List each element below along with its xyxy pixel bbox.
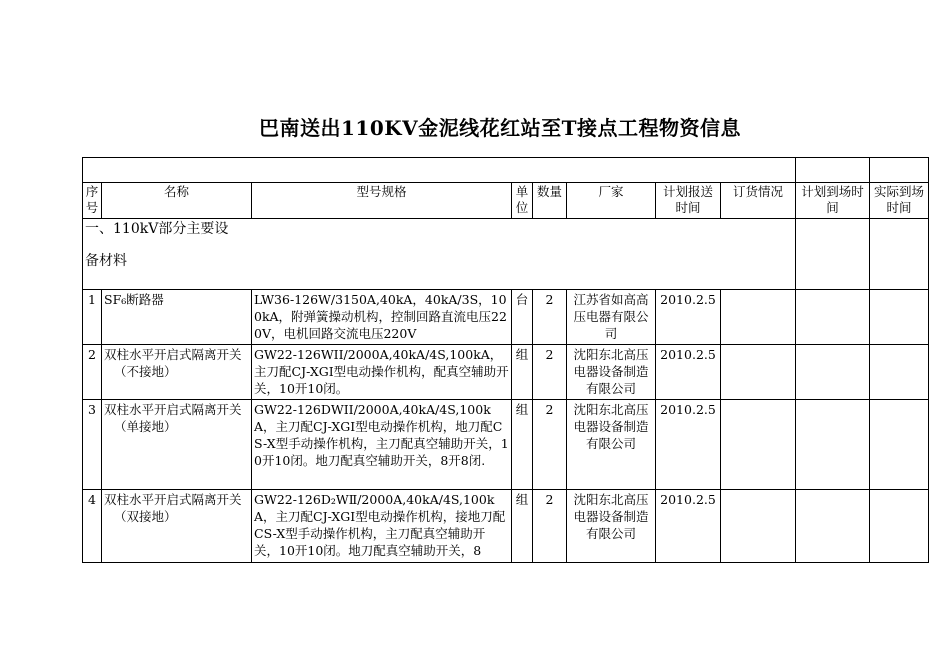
row-unit: 台 — [512, 290, 533, 345]
row-name — [102, 290, 252, 345]
table-row — [83, 490, 929, 563]
row-name-main: SF₆断路器 — [104, 292, 164, 307]
blank-cell — [796, 158, 870, 183]
blank-cell — [870, 219, 929, 290]
row-spec: LW36-126W/3150A,40kA，40kA/3S，100kA，附弹簧操动机构，控制回路直流电压220V，电机回路交流电压220V — [252, 290, 512, 345]
row-name-sub: （不接地） — [114, 364, 177, 379]
row-plan-date: 2010.2.5 — [656, 290, 721, 345]
row-spec: GW22-126DWII/2000A,40kA/4S,100kA，主刀配CJ-XGI型电动操作机构，地刀配CS-X型手动操作机构，主刀配真空辅助开关，10开10闭。地刀配真空辅助开关，8开8闭. — [252, 400, 512, 490]
header-seq: 序号 — [83, 183, 102, 219]
row-maker: 沈阳东北高压电器设备制造有限公司 — [567, 345, 656, 400]
row-seq: 1 — [83, 290, 102, 345]
header-plan-arrival: 计划到场时间 — [796, 183, 870, 219]
row-name — [102, 490, 252, 563]
row-qty: 2 — [533, 490, 567, 563]
row-order-status — [721, 400, 796, 490]
materials-table — [82, 157, 929, 563]
header-actual-arrival: 实际到场时间 — [870, 183, 929, 219]
row-spec: GW22-126WII/2000A,40kA/4S,100kA，主刀配CJ-XGI型电动操作机构，配真空辅助开关，10开10闭。 — [252, 345, 512, 400]
row-name — [102, 345, 252, 400]
row-spec: GW22-126D₂WⅡ/2000A,40kA/4S,100kA，主刀配CJ-XGI型电动操作机构，接地刀配CS-X型手动操作机构，主刀配真空辅助开关，10开10闭。地刀配真空辅助开关，8 — [252, 490, 512, 563]
page-title: 巴南送出110KV金泥线花红站至T接点工程物资信息 — [258, 116, 742, 140]
row-name-main: 双柱水平开启式隔离开关 — [104, 347, 242, 362]
row-name-main: 双柱水平开启式隔离开关 — [104, 492, 242, 507]
header-qty: 数量 — [533, 183, 567, 219]
header-order-status: 订货情况 — [721, 183, 796, 219]
row-unit: 组 — [512, 400, 533, 490]
row-qty: 2 — [533, 345, 567, 400]
row-actual-arrival — [870, 290, 929, 345]
section-heading-line1: 一、110kV部分主要设 — [85, 221, 229, 237]
header-unit: 单位 — [512, 183, 533, 219]
blank-top-row — [83, 158, 929, 183]
row-unit: 组 — [512, 490, 533, 563]
row-seq: 4 — [83, 490, 102, 563]
row-name-main: 双柱水平开启式隔离开关 — [104, 402, 242, 417]
header-plan-date: 计划报送时间 — [656, 183, 721, 219]
row-qty: 2 — [533, 400, 567, 490]
row-name-sub: （单接地） — [114, 419, 177, 434]
row-plan-date: 2010.2.5 — [656, 345, 721, 400]
row-seq: 2 — [83, 345, 102, 400]
section-row — [83, 219, 929, 290]
section-heading — [83, 219, 796, 290]
row-plan-arrival — [796, 290, 870, 345]
row-actual-arrival — [870, 490, 929, 563]
table-row — [83, 345, 929, 400]
header-name: 名称 — [102, 183, 252, 219]
row-name — [102, 400, 252, 490]
row-plan-arrival — [796, 345, 870, 400]
blank-cell — [796, 219, 870, 290]
row-plan-date: 2010.2.5 — [656, 400, 721, 490]
row-qty: 2 — [533, 290, 567, 345]
blank-cell — [83, 158, 796, 183]
row-plan-arrival — [796, 400, 870, 490]
blank-cell — [870, 158, 929, 183]
row-order-status — [721, 345, 796, 400]
header-row — [83, 183, 929, 219]
row-order-status — [721, 290, 796, 345]
row-unit: 组 — [512, 345, 533, 400]
row-maker: 江苏省如高高压电器有限公司 — [567, 290, 656, 345]
row-plan-arrival — [796, 490, 870, 563]
header-spec: 型号规格 — [252, 183, 512, 219]
row-actual-arrival — [870, 400, 929, 490]
row-name-sub: （双接地） — [114, 509, 177, 524]
row-plan-date: 2010.2.5 — [656, 490, 721, 563]
header-maker: 厂家 — [567, 183, 656, 219]
table-row — [83, 400, 929, 490]
row-order-status — [721, 490, 796, 563]
row-maker: 沈阳东北高压电器设备制造有限公司 — [567, 400, 656, 490]
row-seq: 3 — [83, 400, 102, 490]
row-actual-arrival — [870, 345, 929, 400]
table-row — [83, 290, 929, 345]
row-maker: 沈阳东北高压电器设备制造有限公司 — [567, 490, 656, 563]
section-heading-line2: 备材料 — [85, 253, 127, 269]
